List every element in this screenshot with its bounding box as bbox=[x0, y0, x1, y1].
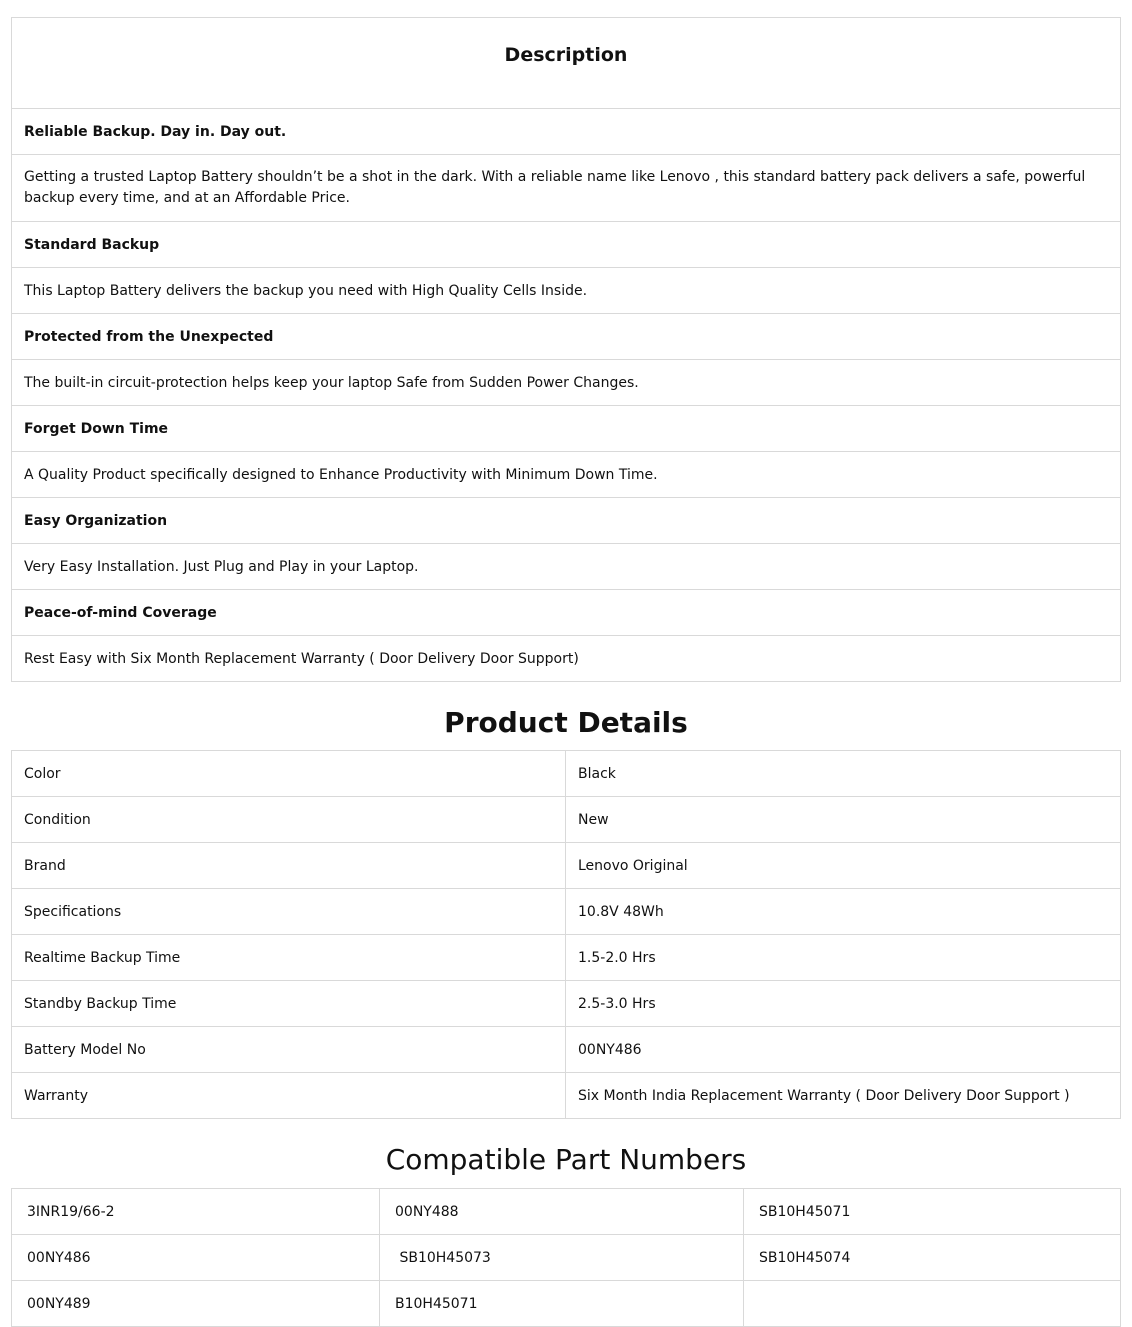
detail-label: Battery Model No bbox=[12, 1027, 566, 1073]
detail-value: 1.5-2.0 Hrs bbox=[566, 935, 1121, 981]
part-number-cell: SB10H45074 bbox=[744, 1235, 1121, 1281]
part-number-cell: SB10H45071 bbox=[744, 1189, 1121, 1235]
table-row bbox=[12, 751, 1121, 797]
product-details-table bbox=[11, 750, 1121, 1119]
section-text: Rest Easy with Six Month Replacement Warranty ( Door Delivery Door Support) bbox=[12, 636, 1121, 682]
detail-value: 00NY486 bbox=[566, 1027, 1121, 1073]
section-heading: Protected from the Unexpected bbox=[12, 314, 1121, 360]
detail-value: Lenovo Original bbox=[566, 843, 1121, 889]
section-text: Getting a trusted Laptop Battery shouldn’t be a shot in the dark. With a reliable name like Lenovo , this standard battery pack delivers a safe, powerful backup every time, and at an Affordable Price. bbox=[12, 155, 1121, 222]
section-text: Very Easy Installation. Just Plug and Play in your Laptop. bbox=[12, 544, 1121, 590]
table-row bbox=[12, 843, 1121, 889]
part-number-cell: 3INR19/66-2 bbox=[12, 1189, 380, 1235]
table-row bbox=[12, 935, 1121, 981]
table-row bbox=[12, 1281, 1121, 1327]
table-row bbox=[12, 1027, 1121, 1073]
table-row bbox=[12, 1073, 1121, 1119]
section-heading: Standard Backup bbox=[12, 222, 1121, 268]
section-heading: Forget Down Time bbox=[12, 406, 1121, 452]
part-number-cell: SB10H45073 bbox=[380, 1235, 744, 1281]
detail-value: New bbox=[566, 797, 1121, 843]
part-number-cell: 00NY488 bbox=[380, 1189, 744, 1235]
detail-label: Condition bbox=[12, 797, 566, 843]
table-row bbox=[12, 1189, 1121, 1235]
detail-label: Realtime Backup Time bbox=[12, 935, 566, 981]
description-table bbox=[11, 17, 1121, 682]
compatible-parts-table bbox=[11, 1188, 1121, 1327]
detail-label: Color bbox=[12, 751, 566, 797]
table-row bbox=[12, 1235, 1121, 1281]
part-number-cell: 00NY489 bbox=[12, 1281, 380, 1327]
table-row bbox=[12, 981, 1121, 1027]
detail-value: 2.5-3.0 Hrs bbox=[566, 981, 1121, 1027]
table-row bbox=[12, 797, 1121, 843]
product-details-title: Product Details bbox=[444, 706, 688, 739]
detail-label: Specifications bbox=[12, 889, 566, 935]
description-title: Description bbox=[12, 18, 1121, 109]
part-number-cell: 00NY486 bbox=[12, 1235, 380, 1281]
detail-label: Warranty bbox=[12, 1073, 566, 1119]
section-text: The built-in circuit-protection helps keep your laptop Safe from Sudden Power Changes. bbox=[12, 360, 1121, 406]
detail-value: Black bbox=[566, 751, 1121, 797]
section-heading: Reliable Backup. Day in. Day out. bbox=[12, 109, 1121, 155]
detail-value: Six Month India Replacement Warranty ( Door Delivery Door Support ) bbox=[566, 1073, 1121, 1119]
detail-value: 10.8V 48Wh bbox=[566, 889, 1121, 935]
section-heading: Peace-of-mind Coverage bbox=[12, 590, 1121, 636]
detail-label: Standby Backup Time bbox=[12, 981, 566, 1027]
table-row bbox=[12, 889, 1121, 935]
page-content bbox=[11, 17, 1121, 1327]
part-number-cell bbox=[744, 1281, 1121, 1327]
compatible-parts-title: Compatible Part Numbers bbox=[385, 1143, 747, 1176]
detail-label: Brand bbox=[12, 843, 566, 889]
part-number-cell: B10H45071 bbox=[380, 1281, 744, 1327]
section-text: This Laptop Battery delivers the backup you need with High Quality Cells Inside. bbox=[12, 268, 1121, 314]
section-text: A Quality Product specifically designed to Enhance Productivity with Minimum Down Time. bbox=[12, 452, 1121, 498]
section-heading: Easy Organization bbox=[12, 498, 1121, 544]
